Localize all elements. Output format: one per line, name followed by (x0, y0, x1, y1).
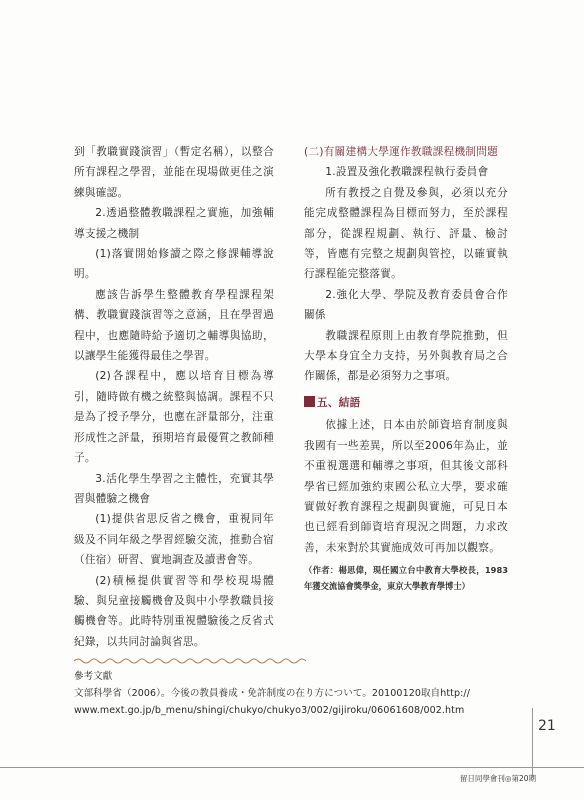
left-column (74, 142, 274, 652)
item-heading: 2.強化大學、學院及教育委員會合作關係 (304, 288, 508, 322)
section-heading (304, 393, 508, 413)
paragraph: 教職課程原則上由教育學院推動，但大學本身宜全力支持，另外與教育局之合作關係，都是必須努力之事項。 (304, 329, 508, 383)
paragraph: 所有教授之自覺及參與，必須以充分能完成整體課程為目標而努力，至於課程部分，從課程規劃、執行、評量、檢討等，皆應有完整之規劃與管控，以確實執行課程能完整落實。 (304, 186, 508, 281)
sub-item: (2)各課程中，應以培育目標為導引，隨時做有機之統整與協調。課程不只是為了授予學分，也應在評量部分，注重形成性之評量，預期培育最優質之教師種子。 (74, 370, 274, 465)
page-number: 21 (538, 718, 556, 734)
reference-line: 文部科學省（2006）。今後の教員養成・免許制度の在り方について。20100120取自http:// (74, 688, 471, 699)
right-column (304, 142, 508, 594)
item-heading: 3.活化學生學習之主體性，充實其學習與體驗之機會 (74, 472, 274, 505)
paragraph: 到「教職實踐演習」（暫定名稱），以整合所有課程之學習，並能在現場做更佳之演練與確認。 (74, 146, 274, 199)
item-heading: 2.透過整體教職課程之實施，加強輔導支援之機制 (74, 207, 274, 240)
section-heading-text: 五、結語 (317, 396, 361, 409)
footer: 留日同學會刊◎第20期 (459, 774, 536, 783)
footer-rule (0, 767, 584, 768)
subsection-heading: (二)有關建構大學運作教職課程機制問題 (304, 146, 499, 158)
item-heading: 1.設置及強化教職課程執行委員會 (325, 166, 489, 179)
sub-item: (2)積極提供實習等和學校現場體驗、與兒童接觸機會及與中小學教職員接觸機會等。此時特別重視體驗後之反省式紀錄，以共同討論與省思。 (74, 574, 274, 648)
square-marker-icon (304, 396, 315, 407)
sub-item: (1)落實開始修讀之際之修課輔導說明。 (74, 248, 274, 281)
references-title: 參考文獻 (74, 671, 113, 682)
references (74, 668, 514, 719)
sub-item: (1)提供省思反省之機會，重視同年級及不同年級之學習經驗交流，推動合宿（住宿）研習、實地調查及讀書會等。 (74, 513, 274, 567)
wavy-divider (74, 656, 306, 666)
paragraph: 應該告訴學生整體教育學程課程架構、教職實踐演習等之意涵，且在學習過程中，也應隨時給予適切之輔導與協助，以讓學生能獲得最佳之學習。 (74, 288, 274, 363)
conclusion-paragraph: 依據上述，日本由於師資培育制度與我國有一些差異，所以至2006年為止，並不重視選選和輔導之事項，但其後文部科學省已經加強約束國公私立大學，要求確實做好教育課程之規劃與實施，可見日本也已經看到師資培育現況之問題，力求改善，未來對於其實施成效可再加以觀察。 (304, 419, 508, 554)
author-note: （作者：楊思偉，現任國立台中教育大學校長，1983年獲交流協會獎學金，東京大學教育學博士） (304, 565, 508, 592)
reference-line: www.mext.go.jp/b_menu/shingi/chukyo/chukyo3/002/gijiroku/06061608/002.htm (74, 705, 465, 716)
